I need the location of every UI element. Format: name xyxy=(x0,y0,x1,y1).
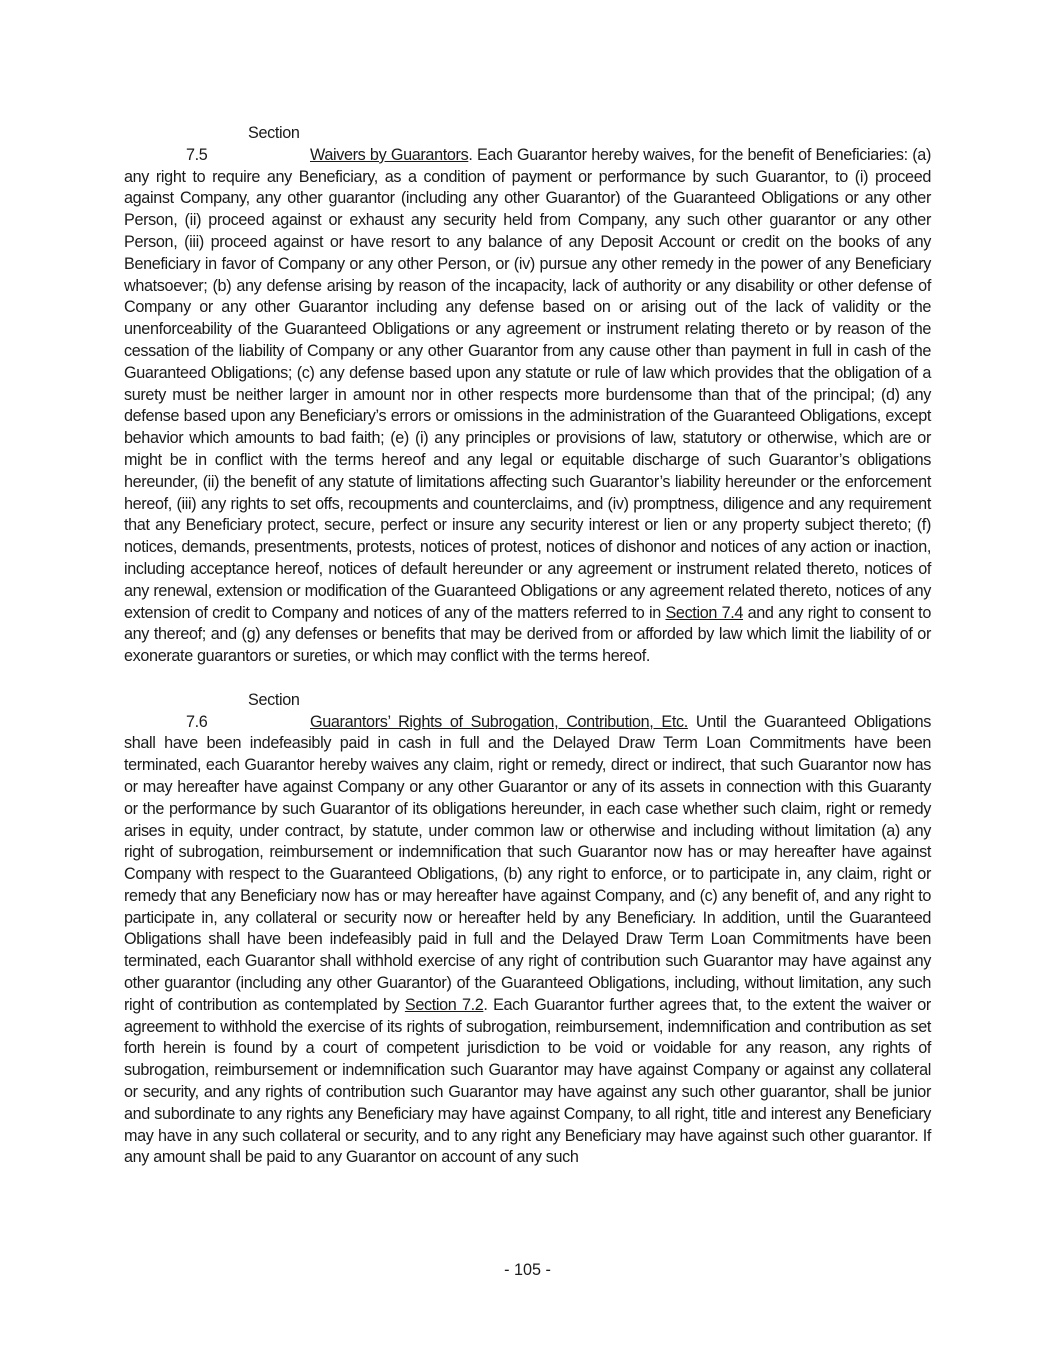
page-number: - 105 - xyxy=(504,1261,551,1279)
section-number: Section 7.6 xyxy=(186,690,300,731)
document-page xyxy=(124,123,931,1191)
section-heading: Waivers by Guarantors xyxy=(310,145,469,164)
section-reference-link: Section 7.4 xyxy=(665,603,744,622)
paragraph-text: and any right to consent to any thereof; and (g) any defenses or benefits that may be derived from or afforded by law which limit the liability of or exonerate guarantors or sureties, or which may conflict with the terms hereof. xyxy=(124,603,931,666)
section-heading: Guarantors’ Rights of Subrogation, Contribution, Etc. xyxy=(310,712,688,731)
section-7-5-paragraph xyxy=(124,123,931,668)
paragraph-text: Until the Guaranteed Obligations shall have been indefeasibly paid in cash in full and the Delayed Draw Term Loan Commitments have been terminated, each Guarantor hereby waives any claim, right or remedy, direct or indirect, that such Guarantor now has or may hereafter have against Company or any other Guarantor or any of its assets in connection with this Guaranty or the performance by such Guarantor of its obligations hereunder, in each case whether such claim, right or remedy arises in equity, under contract, by statute, under common law or otherwise and including without limitation (a) any right of subrogation, reimbursement or indemnification that such Guarantor now has or may hereafter have against Company with respect to the Guaranteed Obligations, (b) any right to enforce, or to participate in, any claim, right or remedy that any Beneficiary now has or may hereafter have against Company, and (c) any benefit of, and any right to participate in, any collateral or security now or hereafter held by any Beneficiary. In addition, until the Guaranteed Obligations shall have been indefeasibly paid in full and the Delayed Draw Term Loan Commitments have been terminated, each Guarantor shall withhold exercise of any right of contribution such Guarantor may have against any other guarantor (including any other Guarantor) of the Guaranteed Obligations, including, without limitation, any such right of contribution as contemplated by xyxy=(124,712,931,1014)
section-number: Section 7.5 xyxy=(186,124,300,164)
section-reference-link: Section 7.2 xyxy=(404,995,484,1014)
paragraph-text: . Each Guarantor hereby waives, for the benefit of Beneficiaries: (a) any right to require any Beneficiary, as a condition of payment or performance by such Guarantor, to (i) proceed against Company, any other guarantor (including any other Guarantor) of the Guaranteed Obligations or any other Person, (ii) proceed against or exhaust any security held from Company, any such other guarantor or any other Person, (iii) proceed against or have resort to any balance of any Deposit Account or credit on the books of any Beneficiary in favor of Company or any other Person, or (iv) pursue any other remedy in the power of any Beneficiary whatsoever; (b) any defense arising by reason of the incapacity, lack of authority or any disability or other defense of Company or any other Guarantor including any defense based on or arising out of the lack of validity or the unenforceability of the Guaranteed Obligations or any agreement or instrument relating thereto or by reason of the cessation of the liability of Company or any other Guarantor from any cause other than payment in full in cash of the Guaranteed Obligations; (c) any defense based upon any statute or rule of law which provides that the obligation of a surety must be neither larger in amount nor in other respects more burdensome than that of the principal; (d) any defense based upon any Beneficiary’s errors or omissions in the administration of the Guaranteed Obligations, except behavior which amounts to bad faith; (e) (i) any principles or provisions of law, statutory or otherwise, which are or might be in conflict with the terms hereof and any legal or equitable discharge of such Guarantor’s obligations hereunder, (ii) the benefit of any statute of limitations affecting such Guarantor’s liability hereunder or the enforcement hereof, (iii) any rights to set offs, recoupments and counterclaims, and (iv) promptness, diligence and any requirement that any Beneficiary protect, secure, perfect or insure any security interest or lien or any property subject thereto; (f) notices, demands, presentments, protests, notices of protest, notices of dishonor and notices of any action or inaction, including acceptance hereof, notices of default hereunder or any agreement or instrument related thereto, notices of any renewal, extension or modification of the Guaranteed Obligations or any agreement related thereto, notices of any extension of credit to Company and notices of any of the matters referred to in xyxy=(124,145,931,622)
section-7-6-paragraph xyxy=(124,690,931,1170)
paragraph-text: . Each Guarantor further agrees that, to the extent the waiver or agreement to withhold the exercise of its rights of subrogation, reimbursement, indemnification and contribution as set forth herein is found by a court of competent jurisdiction to be void or voidable for any reason, any rights of subrogation, reimbursement or indemnification such Guarantor may have against Company or against any collateral or security, and any rights of contribution such Guarantor may have against any such other guarantor, shall be junior and subordinate to any rights any Beneficiary may have against Company, to all right, title and interest any Beneficiary may have in any such collateral or security, and to any right any Beneficiary may have against such other guarantor. If any amount shall be paid to any Guarantor on account of any such xyxy=(124,995,931,1167)
